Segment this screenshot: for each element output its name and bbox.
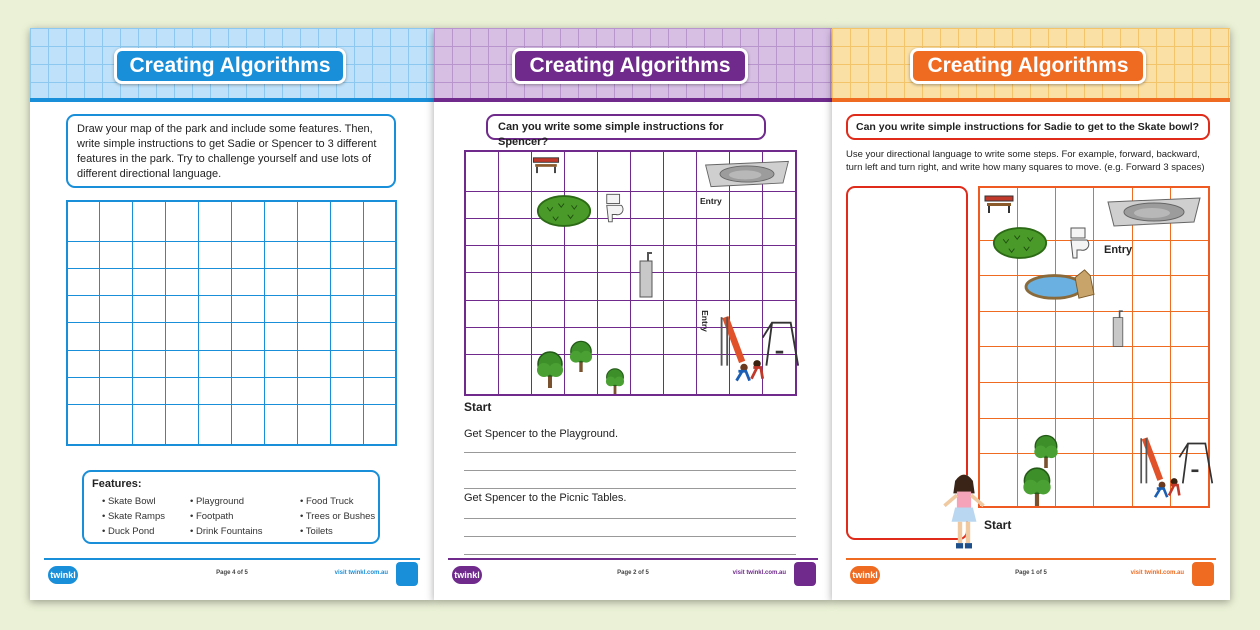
curriculum-badge-icon xyxy=(1192,562,1214,586)
grid-row xyxy=(67,350,396,377)
grid-cell[interactable] xyxy=(763,246,796,273)
grid-row xyxy=(67,201,396,242)
features-list-1 xyxy=(102,494,165,539)
grid-cell[interactable] xyxy=(1132,383,1170,419)
skate-bowl-icon xyxy=(1102,192,1206,232)
instructions-box xyxy=(66,114,396,188)
grid-cell[interactable] xyxy=(1056,347,1094,383)
grid-cell[interactable] xyxy=(1056,454,1094,507)
bush-icon xyxy=(536,194,592,228)
grid-row xyxy=(67,404,396,445)
grid-cell[interactable] xyxy=(166,201,199,242)
grid-cell[interactable] xyxy=(1094,383,1132,419)
grid-cell[interactable] xyxy=(498,327,531,354)
feature-duck-pond: • Duck Pond xyxy=(102,524,165,539)
grid-cell[interactable] xyxy=(363,242,396,269)
grid-cell[interactable] xyxy=(564,151,597,192)
grid-row xyxy=(465,219,796,246)
grid-cell[interactable] xyxy=(697,246,730,273)
grid-cell[interactable] xyxy=(664,300,697,327)
grid-cell[interactable] xyxy=(597,151,630,192)
grid-cell[interactable] xyxy=(597,246,630,273)
grid-cell[interactable] xyxy=(465,219,498,246)
grid-cell[interactable] xyxy=(597,273,630,300)
grid-cell[interactable] xyxy=(231,242,264,269)
grid-row xyxy=(979,383,1209,419)
grid-cell[interactable] xyxy=(100,269,133,296)
grid-cell[interactable] xyxy=(498,151,531,192)
worksheet-title: Creating Algorithms xyxy=(512,48,748,84)
grid-cell[interactable] xyxy=(1094,418,1132,454)
blank-map-grid[interactable] xyxy=(66,200,397,446)
page-footer xyxy=(44,558,420,588)
worksheet-title: Creating Algorithms xyxy=(910,48,1146,84)
grid-cell[interactable] xyxy=(1171,276,1209,312)
grid-cell[interactable] xyxy=(133,201,166,242)
grid-cell[interactable] xyxy=(363,269,396,296)
grid-cell[interactable] xyxy=(1056,418,1094,454)
features-list-3 xyxy=(300,494,375,539)
grid-cell[interactable] xyxy=(264,242,297,269)
entry-label: Entry xyxy=(700,196,722,206)
grid-cell[interactable] xyxy=(133,242,166,269)
grid-cell[interactable] xyxy=(979,311,1017,347)
grid-cell[interactable] xyxy=(979,276,1017,312)
grid-cell[interactable] xyxy=(1094,454,1132,507)
twinkl-logo: twinkl xyxy=(48,566,78,584)
grid-row xyxy=(67,296,396,323)
grid-cell[interactable] xyxy=(67,296,100,323)
grid-cell[interactable] xyxy=(979,383,1017,419)
grid-cell[interactable] xyxy=(697,273,730,300)
grid-cell[interactable] xyxy=(1132,311,1170,347)
grid-cell[interactable] xyxy=(133,323,166,350)
duck-pond-icon xyxy=(1022,268,1098,302)
grid-cell[interactable] xyxy=(264,350,297,377)
grid-row xyxy=(979,347,1209,383)
feature-drink-fountains: • Drink Fountains xyxy=(190,524,263,539)
grid-cell[interactable] xyxy=(1017,311,1055,347)
grid-cell[interactable] xyxy=(730,273,763,300)
grid-cell[interactable] xyxy=(199,323,232,350)
grid-cell[interactable] xyxy=(264,269,297,296)
grid-cell[interactable] xyxy=(297,269,330,296)
tree-icon xyxy=(1020,464,1054,506)
grid-cell[interactable] xyxy=(630,192,663,219)
features-heading: Features: xyxy=(92,478,142,490)
grid-cell[interactable] xyxy=(363,201,396,242)
grid-cell[interactable] xyxy=(664,354,697,395)
grid-cell[interactable] xyxy=(1094,276,1132,312)
grid-cell[interactable] xyxy=(664,151,697,192)
grid-cell[interactable] xyxy=(664,273,697,300)
grid-cell[interactable] xyxy=(297,377,330,404)
grid-cell[interactable] xyxy=(100,242,133,269)
grid-cell[interactable] xyxy=(664,327,697,354)
picnic-table-icon xyxy=(532,156,560,174)
grid-cell[interactable] xyxy=(979,347,1017,383)
worksheet-3 xyxy=(832,28,1230,600)
question-text: Can you write some simple instructions for Spencer? xyxy=(498,121,724,148)
grid-cell[interactable] xyxy=(231,350,264,377)
grid-cell[interactable] xyxy=(231,323,264,350)
feature-trees-bushes: • Trees or Bushes xyxy=(300,509,375,524)
grid-cell[interactable] xyxy=(597,300,630,327)
task-picnic-tables: Get Spencer to the Picnic Tables. xyxy=(464,492,627,504)
grid-cell[interactable] xyxy=(763,273,796,300)
question-box xyxy=(846,114,1210,140)
grid-cell[interactable] xyxy=(630,151,663,192)
entry-label: Entry xyxy=(1104,244,1133,256)
grid-cell[interactable] xyxy=(67,323,100,350)
grid-cell[interactable] xyxy=(1171,347,1209,383)
tree-icon xyxy=(568,338,594,372)
page-number: Page 4 of 5 xyxy=(216,570,248,576)
grid-cell[interactable] xyxy=(297,350,330,377)
grid-cell[interactable] xyxy=(67,404,100,445)
tree-icon xyxy=(604,366,626,394)
grid-cell[interactable] xyxy=(1056,311,1094,347)
skate-bowl-icon xyxy=(700,156,794,192)
grid-cell[interactable] xyxy=(465,327,498,354)
grid-cell[interactable] xyxy=(297,201,330,242)
grid-cell[interactable] xyxy=(330,350,363,377)
grid-cell[interactable] xyxy=(231,269,264,296)
grid-cell[interactable] xyxy=(531,273,564,300)
grid-cell[interactable] xyxy=(498,354,531,395)
worksheet-2 xyxy=(434,28,832,600)
start-label: Start xyxy=(984,518,1012,532)
instructions-text: Use your directional language to write some steps. For example, forward, backward, turn left and turn right, and write how many squares to move. (e.g. Forward 3 spaces) xyxy=(846,149,1205,173)
grid-cell[interactable] xyxy=(231,296,264,323)
grid-cell[interactable] xyxy=(363,377,396,404)
grid-cell[interactable] xyxy=(166,296,199,323)
grid-cell[interactable] xyxy=(166,377,199,404)
grid-cell[interactable] xyxy=(166,242,199,269)
playground-icon xyxy=(1136,428,1214,504)
grid-row xyxy=(67,323,396,350)
site-link[interactable]: visit twinkl.com.au xyxy=(732,570,786,576)
entry-label-vertical: Entry xyxy=(699,310,710,332)
grid-cell[interactable] xyxy=(1094,347,1132,383)
grid-cell[interactable] xyxy=(1171,383,1209,419)
grid-cell[interactable] xyxy=(465,151,498,192)
grid-cell[interactable] xyxy=(231,404,264,445)
grid-cell[interactable] xyxy=(100,323,133,350)
question-text: Can you write simple instructions for Sadie to get to the Skate bowl? xyxy=(856,121,1200,133)
feature-footpath: • Footpath xyxy=(190,509,263,524)
grid-cell[interactable] xyxy=(1132,347,1170,383)
features-box xyxy=(82,470,380,544)
grid-cell[interactable] xyxy=(297,242,330,269)
grid-cell[interactable] xyxy=(465,273,498,300)
playground-icon xyxy=(716,308,800,386)
grid-cell[interactable] xyxy=(231,377,264,404)
grid-cell[interactable] xyxy=(564,246,597,273)
grid-cell[interactable] xyxy=(264,296,297,323)
grid-cell[interactable] xyxy=(67,201,100,242)
grid-row xyxy=(67,242,396,269)
grid-row xyxy=(67,269,396,296)
site-link[interactable]: visit twinkl.com.au xyxy=(334,570,388,576)
grid-cell[interactable] xyxy=(664,219,697,246)
sadie-character-icon xyxy=(936,472,992,552)
grid-cell[interactable] xyxy=(664,192,697,219)
grid-row xyxy=(979,311,1209,347)
grid-cell[interactable] xyxy=(630,219,663,246)
grid-cell[interactable] xyxy=(465,192,498,219)
grid-cell[interactable] xyxy=(498,300,531,327)
curriculum-badge-icon xyxy=(396,562,418,586)
grid-cell[interactable] xyxy=(1132,240,1170,276)
grid-cell[interactable] xyxy=(730,192,763,219)
question-box xyxy=(486,114,766,148)
grid-cell[interactable] xyxy=(363,350,396,377)
grid-cell[interactable] xyxy=(100,296,133,323)
grid-cell[interactable] xyxy=(297,323,330,350)
grid-cell[interactable] xyxy=(231,201,264,242)
page-footer xyxy=(448,558,818,588)
grid-cell[interactable] xyxy=(597,327,630,354)
grid-cell[interactable] xyxy=(564,300,597,327)
grid-cell[interactable] xyxy=(166,404,199,445)
grid-cell[interactable] xyxy=(697,219,730,246)
grid-cell[interactable] xyxy=(531,246,564,273)
grid-cell[interactable] xyxy=(1056,383,1094,419)
grid-cell[interactable] xyxy=(67,377,100,404)
grid-cell[interactable] xyxy=(330,269,363,296)
grid-cell[interactable] xyxy=(330,377,363,404)
grid-cell[interactable] xyxy=(330,404,363,445)
grid-cell[interactable] xyxy=(465,246,498,273)
grid-cell[interactable] xyxy=(531,300,564,327)
grid-row xyxy=(465,273,796,300)
grid-cell[interactable] xyxy=(133,377,166,404)
twinkl-logo: twinkl xyxy=(452,566,482,584)
grid-cell[interactable] xyxy=(67,242,100,269)
grid-cell[interactable] xyxy=(199,296,232,323)
grid-cell[interactable] xyxy=(67,350,100,377)
grid-cell[interactable] xyxy=(133,350,166,377)
drink-fountain-icon xyxy=(1110,308,1126,348)
feature-toilets: • Toilets xyxy=(300,524,375,539)
grid-cell[interactable] xyxy=(1171,240,1209,276)
grid-cell[interactable] xyxy=(264,377,297,404)
grid-cell[interactable] xyxy=(199,201,232,242)
grid-cell[interactable] xyxy=(498,192,531,219)
grid-cell[interactable] xyxy=(1017,347,1055,383)
picnic-table-icon xyxy=(984,194,1014,214)
grid-cell[interactable] xyxy=(133,269,166,296)
grid-cell[interactable] xyxy=(264,323,297,350)
grid-cell[interactable] xyxy=(730,219,763,246)
feature-playground: • Playground xyxy=(190,494,263,509)
grid-cell[interactable] xyxy=(264,201,297,242)
grid-cell[interactable] xyxy=(1132,276,1170,312)
feature-food-truck: • Food Truck xyxy=(300,494,375,509)
grid-cell[interactable] xyxy=(100,377,133,404)
features-list-2 xyxy=(190,494,263,539)
grid-cell[interactable] xyxy=(1017,383,1055,419)
grid-row xyxy=(465,192,796,219)
grid-cell[interactable] xyxy=(264,404,297,445)
grid-cell[interactable] xyxy=(166,323,199,350)
grid-cell[interactable] xyxy=(330,201,363,242)
grid-cell[interactable] xyxy=(67,269,100,296)
drink-fountain-icon xyxy=(636,248,656,300)
grid-row xyxy=(67,377,396,404)
grid-cell[interactable] xyxy=(465,300,498,327)
grid-cell[interactable] xyxy=(979,418,1017,454)
grid-cell[interactable] xyxy=(100,350,133,377)
grid-cell[interactable] xyxy=(363,404,396,445)
grid-cell[interactable] xyxy=(166,269,199,296)
toilet-icon xyxy=(604,192,626,226)
worksheet-title: Creating Algorithms xyxy=(114,48,346,84)
grid-cell[interactable] xyxy=(664,246,697,273)
grid-cell[interactable] xyxy=(199,350,232,377)
tree-icon xyxy=(534,348,566,388)
grid-cell[interactable] xyxy=(363,323,396,350)
grid-cell[interactable] xyxy=(1171,311,1209,347)
grid-cell[interactable] xyxy=(133,404,166,445)
grid-cell[interactable] xyxy=(630,327,663,354)
grid-cell[interactable] xyxy=(630,354,663,395)
grid-cell[interactable] xyxy=(763,192,796,219)
grid-cell[interactable] xyxy=(630,300,663,327)
grid-cell[interactable] xyxy=(330,296,363,323)
tree-icon xyxy=(1032,432,1060,468)
instructions-text: Draw your map of the park and include some features. Then, write simple instructions to get Sadie or Spencer to 3 different features in the park. Try to challenge yourself and use lots of different directional language. xyxy=(77,123,377,180)
grid-cell[interactable] xyxy=(564,273,597,300)
grid-cell[interactable] xyxy=(363,296,396,323)
start-label: Start xyxy=(464,400,492,414)
grid-cell[interactable] xyxy=(199,242,232,269)
grid-cell[interactable] xyxy=(199,404,232,445)
feature-skate-bowl: • Skate Bowl xyxy=(102,494,165,509)
page-number: Page 2 of 5 xyxy=(617,570,649,576)
grid-cell[interactable] xyxy=(498,219,531,246)
bush-icon xyxy=(992,226,1048,260)
feature-skate-ramps: • Skate Ramps xyxy=(102,509,165,524)
grid-cell[interactable] xyxy=(100,201,133,242)
grid-cell[interactable] xyxy=(763,219,796,246)
grid-cell[interactable] xyxy=(330,323,363,350)
grid-cell[interactable] xyxy=(166,350,199,377)
grid-cell[interactable] xyxy=(730,246,763,273)
worksheet-1 xyxy=(30,28,434,600)
grid-cell[interactable] xyxy=(100,404,133,445)
grid-cell[interactable] xyxy=(199,377,232,404)
page-number: Page 1 of 5 xyxy=(1015,570,1047,576)
task-playground: Get Spencer to the Playground. xyxy=(464,428,619,440)
grid-cell[interactable] xyxy=(498,273,531,300)
site-link[interactable]: visit twinkl.com.au xyxy=(1130,570,1184,576)
twinkl-logo: twinkl xyxy=(850,566,880,584)
grid-cell[interactable] xyxy=(297,296,330,323)
grid-cell[interactable] xyxy=(498,246,531,273)
grid-row xyxy=(465,246,796,273)
grid-cell[interactable] xyxy=(133,296,166,323)
grid-cell[interactable] xyxy=(465,354,498,395)
grid-cell[interactable] xyxy=(297,404,330,445)
toilet-icon xyxy=(1068,226,1092,262)
grid-cell[interactable] xyxy=(330,242,363,269)
page-footer xyxy=(846,558,1216,588)
curriculum-badge-icon xyxy=(794,562,816,586)
grid-cell[interactable] xyxy=(199,269,232,296)
